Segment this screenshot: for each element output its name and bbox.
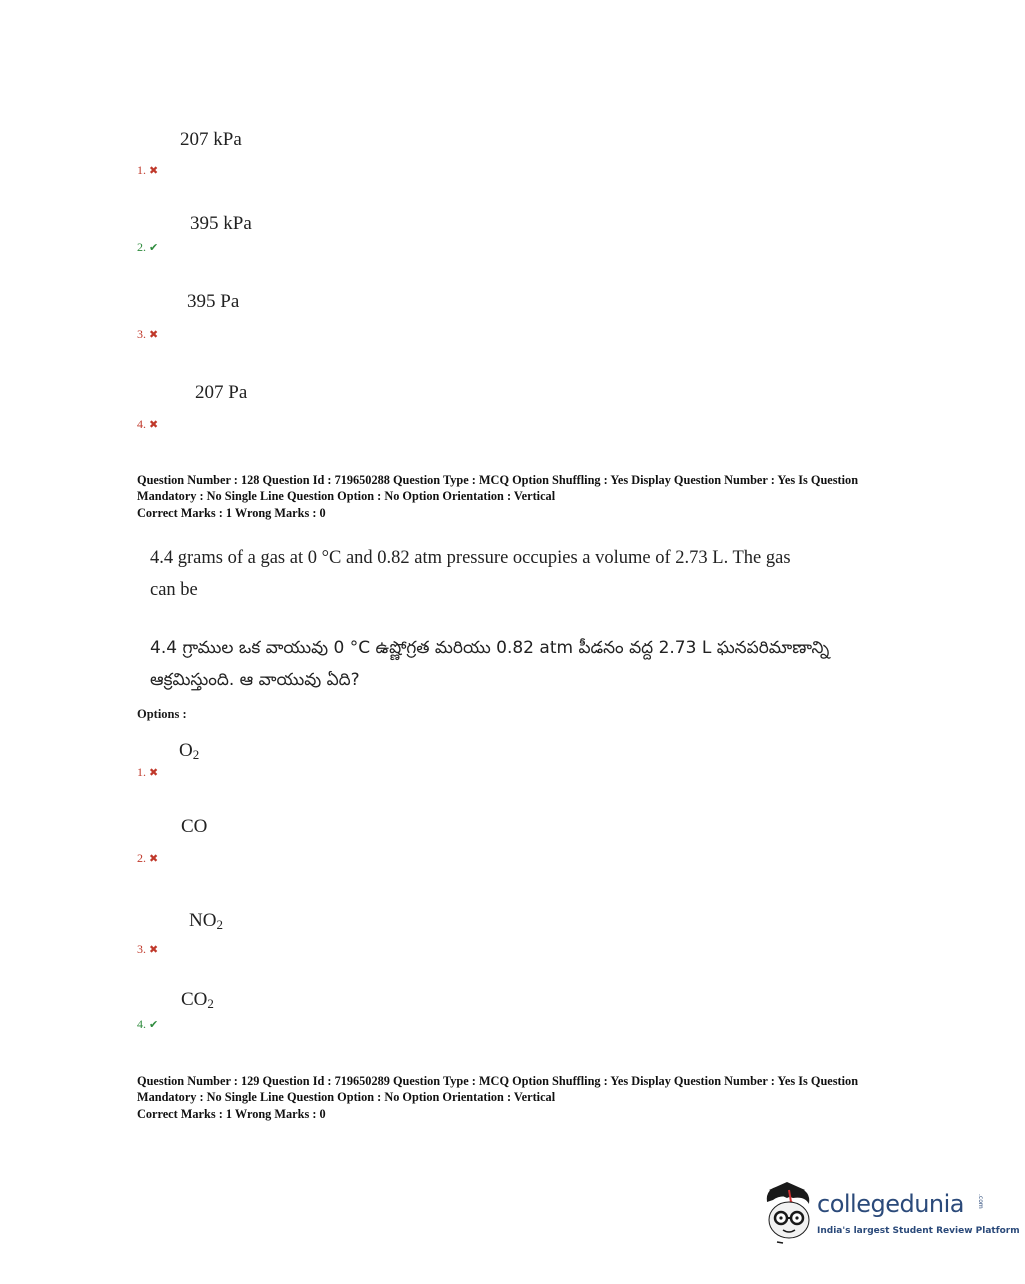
question-128-marks: Correct Marks : 1 Wrong Marks : 0 [137,506,326,520]
wrong-mark-icon: ✖ [149,419,159,431]
prev-option-3-text: 395 Pa [187,291,240,312]
question-128-text-english: 4.4 grams of a gas at 0 °C and 0.82 atm pressure occupies a volume of 2.73 L. The gas can be [150,548,791,600]
q128-option-1-number: 1. ✖ [137,765,159,779]
q128-option-3-number: 3. ✖ [137,942,159,956]
prev-option-4-number: 4. ✖ [137,417,159,431]
correct-check-icon: ✔ [149,1019,159,1031]
prev-option-3-number: 3. ✖ [137,327,159,341]
brand-tagline: India's largest Student Review Platform [817,1226,1020,1236]
q128-option-3-text: $NO_2$ [189,910,223,932]
q128-option-2-text: CO [181,816,208,837]
question-129-metadata [137,1074,917,1123]
mascot-icon [759,1180,817,1246]
wrong-mark-icon: ✖ [149,853,159,865]
question-128-meta-line-2: Mandatory : No Single Line Question Option : No Option Orientation : Vertical [137,488,556,503]
q128-option-2-number: 2. ✖ [137,851,159,865]
question-129-marks: Correct Marks : 1 Wrong Marks : 0 [137,1107,326,1121]
question-128-meta-line-1: Question Number : 128 Question Id : 719650288 Question Type : MCQ Option Shuffling : Yes Display Question Number : Yes Is Question [137,473,859,487]
prev-option-1-text: 207 kPa [180,129,242,150]
question-128-metadata [137,473,917,522]
wrong-mark-icon: ✖ [149,329,159,341]
question-128-text-telugu: 4.4 గ్రాముల ఒక వాయువు 0 °C ఉష్ణోగ్రత మరియు 0.82 atm పీడనం వద్ద 2.73 L ఘనపరిమాణాన్ని ఆక్రమిస్తుంది. ఆ వాయువు ఏది? [150,638,830,690]
wrong-mark-icon: ✖ [149,944,159,956]
collegedunia-logo [759,1178,1020,1248]
wrong-mark-icon: ✖ [149,767,159,779]
prev-option-2-number: 2. ✔ [137,240,159,254]
correct-check-icon: ✔ [149,242,159,254]
brand-name: collegedunia [817,1190,965,1218]
prev-option-4-text: 207 Pa [195,382,248,403]
q128-option-4-number: 4. ✔ [137,1017,159,1031]
question-129-meta-line-2: Mandatory : No Single Line Question Option : No Option Orientation : Vertical [137,1089,556,1104]
prev-option-2-text: 395 kPa [190,213,252,234]
q128-option-1-text: $O_2$ [179,740,200,762]
wrong-mark-icon: ✖ [149,165,159,177]
q128-option-4-text: $CO_2$ [181,989,214,1011]
brand-domain: .com [977,1194,984,1209]
options-label: Options : [137,707,187,721]
prev-option-1-number: 1. ✖ [137,163,159,177]
question-129-meta-line-1: Question Number : 129 Question Id : 719650289 Question Type : MCQ Option Shuffling : Yes Display Question Number : Yes Is Question [137,1074,859,1088]
